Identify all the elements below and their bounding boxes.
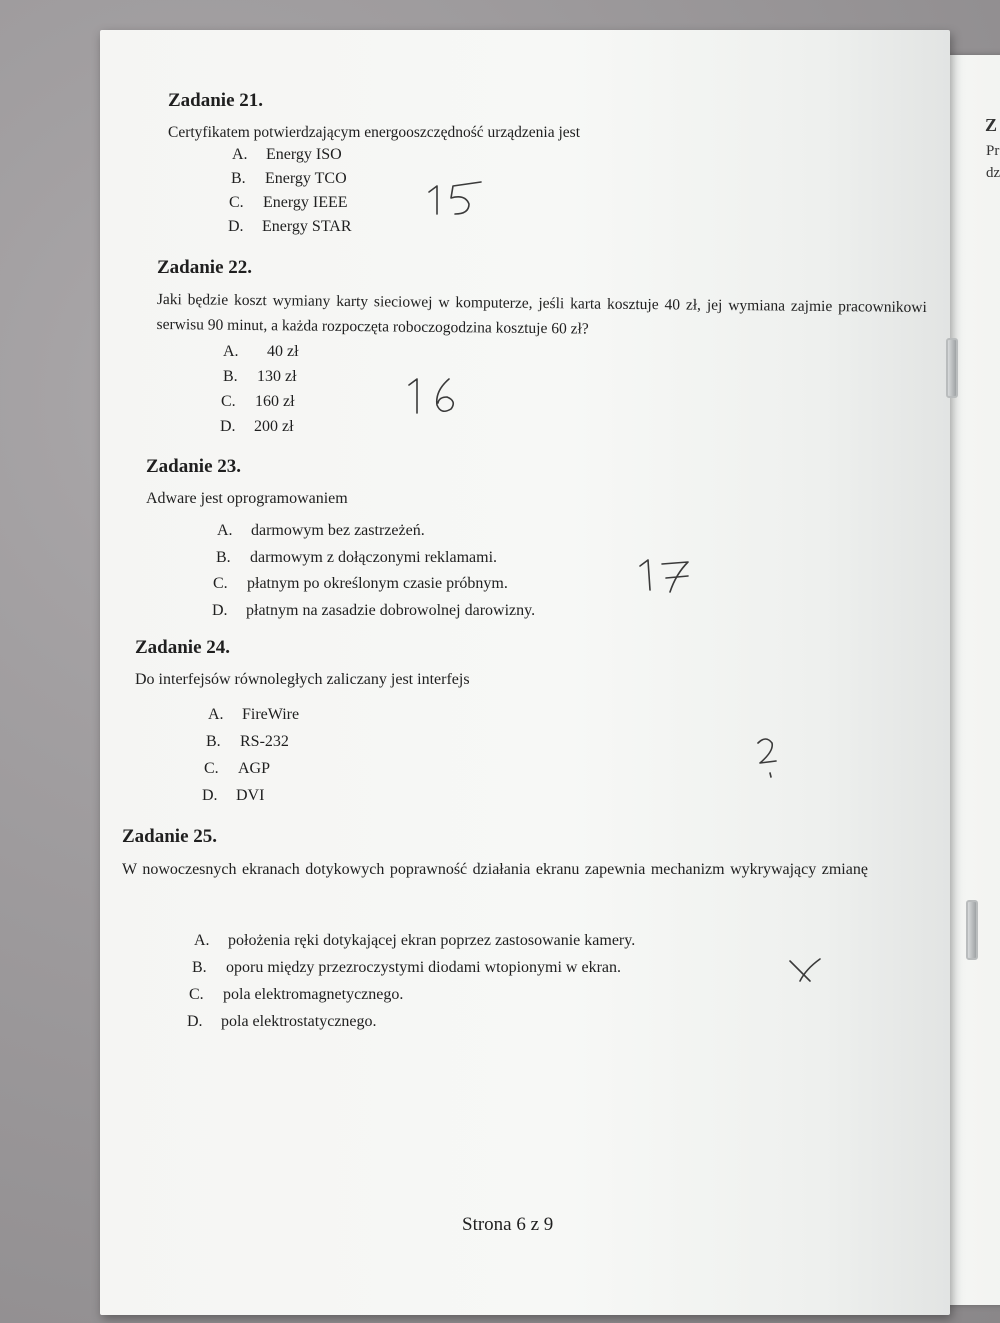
option-letter: B.: [231, 170, 246, 187]
option-letter: D.: [220, 418, 236, 435]
task-22: [157, 257, 927, 337]
option-letter: C.: [204, 760, 219, 777]
option-letter: D.: [187, 1013, 203, 1030]
task-25-options: [187, 932, 636, 1040]
option-letter: B.: [192, 959, 207, 976]
handwritten-note-x: [786, 955, 826, 985]
option-letter: B.: [216, 548, 231, 566]
handwritten-note-15: [425, 180, 495, 220]
option-text: RS-232: [240, 733, 289, 750]
option-letter: A.: [194, 932, 210, 949]
option-text: 130 zł: [257, 368, 297, 385]
option-b: [223, 368, 299, 393]
task-21-options: [228, 146, 352, 242]
option-a: [223, 343, 299, 368]
option-text: oporu między przezroczystymi diodami wtopionymi w ekran.: [226, 959, 622, 976]
option-letter: B.: [206, 733, 221, 750]
option-a: [217, 522, 535, 549]
option-text: FireWire: [242, 706, 300, 723]
option-a: [232, 146, 352, 170]
task-21: [168, 90, 868, 145]
option-text: darmowym z dołączonymi reklamami.: [250, 548, 498, 566]
option-letter: C.: [229, 194, 244, 211]
option-letter: D.: [228, 218, 244, 235]
option-text: położenia ręki dotykającej ekran poprzez zastosowanie kamery.: [228, 932, 636, 949]
task-24: [135, 637, 835, 692]
option-text: płatnym na zasadzie dobrowolnej darowizny.: [246, 601, 536, 619]
task-question: Jaki będzie koszt wymiany karty sieciowej w komputerze, jeśli karta kosztuje 40 zł, jej wymiana zajmie pracownikowi serwisu 90 minut, a każda rozpoczęta roboczogodzina kosztuje 60 zł?: [156, 290, 927, 338]
option-c: [189, 986, 635, 1013]
task-question: Certyfikatem potwierdzającym energooszczędność urządzenia jest: [168, 124, 580, 141]
option-text: 160 zł: [255, 393, 295, 410]
task-23-options: [212, 522, 536, 628]
task-23: [146, 456, 846, 511]
option-text: pola elektrostatycznego.: [221, 1013, 377, 1030]
option-letter: A.: [208, 706, 224, 723]
task-title: Zadanie 23.: [146, 456, 242, 477]
task-question: Do interfejsów równoległych zaliczany jest interfejs: [135, 671, 470, 688]
option-d: [187, 1013, 635, 1040]
option-c: [213, 575, 535, 602]
task-24-options: [202, 706, 300, 814]
option-letter: D.: [202, 787, 218, 804]
option-letter: C.: [221, 393, 236, 410]
page-number: Strona 6 z 9: [462, 1214, 554, 1235]
option-b: [206, 733, 299, 760]
next-page-fragment-line1: Pr: [986, 143, 1000, 159]
option-b: [192, 959, 635, 986]
option-text: pola elektromagnetycznego.: [223, 986, 404, 1003]
task-title: Zadanie 25.: [122, 826, 218, 847]
option-d: [220, 418, 299, 443]
option-text: AGP: [238, 760, 271, 777]
option-c: [229, 194, 352, 218]
handwritten-note-17: [636, 556, 698, 596]
option-letter: A.: [223, 343, 239, 360]
task-question: W nowoczesnych ekranach dotykowych poprawność działania ekranu zapewnia mechanizm wykrywający zmianę: [122, 861, 868, 878]
next-page-fragment-title: Z: [985, 115, 998, 135]
option-letter: A.: [217, 522, 233, 539]
option-d: [202, 787, 299, 814]
option-text: płatnym po określonym czasie próbnym.: [247, 575, 508, 592]
option-text: Energy IEEE: [263, 194, 348, 211]
option-text: 40 zł: [267, 343, 299, 360]
option-text: Energy STAR: [262, 218, 352, 235]
option-letter: C.: [189, 986, 204, 1003]
next-page-fragment-line2: dz: [986, 165, 1000, 181]
option-d: [212, 602, 535, 629]
task-title: Zadanie 24.: [135, 637, 231, 658]
handwritten-note-question-mark: [752, 735, 784, 781]
option-a: [194, 932, 635, 959]
option-text: 200 zł: [254, 418, 294, 435]
task-22-options: [220, 343, 299, 443]
option-letter: B.: [223, 368, 238, 385]
option-text: Energy TCO: [265, 170, 347, 187]
task-title: Zadanie 21.: [168, 90, 264, 111]
option-d: [228, 218, 352, 242]
task-question: Adware jest oprogramowaniem: [146, 490, 348, 507]
option-a: [208, 706, 299, 733]
option-text: DVI: [236, 787, 265, 804]
option-c: [204, 760, 299, 787]
task-25: [122, 826, 942, 883]
option-letter: C.: [213, 575, 228, 592]
handwritten-note-16: [405, 375, 470, 417]
option-text: Energy ISO: [266, 146, 342, 163]
task-title: Zadanie 22.: [157, 257, 253, 278]
option-b: [231, 170, 352, 194]
option-c: [221, 393, 299, 418]
option-letter: A.: [232, 146, 248, 163]
option-text: darmowym bez zastrzeżeń.: [251, 522, 425, 539]
option-b: [216, 549, 535, 576]
option-letter: D.: [212, 601, 228, 619]
